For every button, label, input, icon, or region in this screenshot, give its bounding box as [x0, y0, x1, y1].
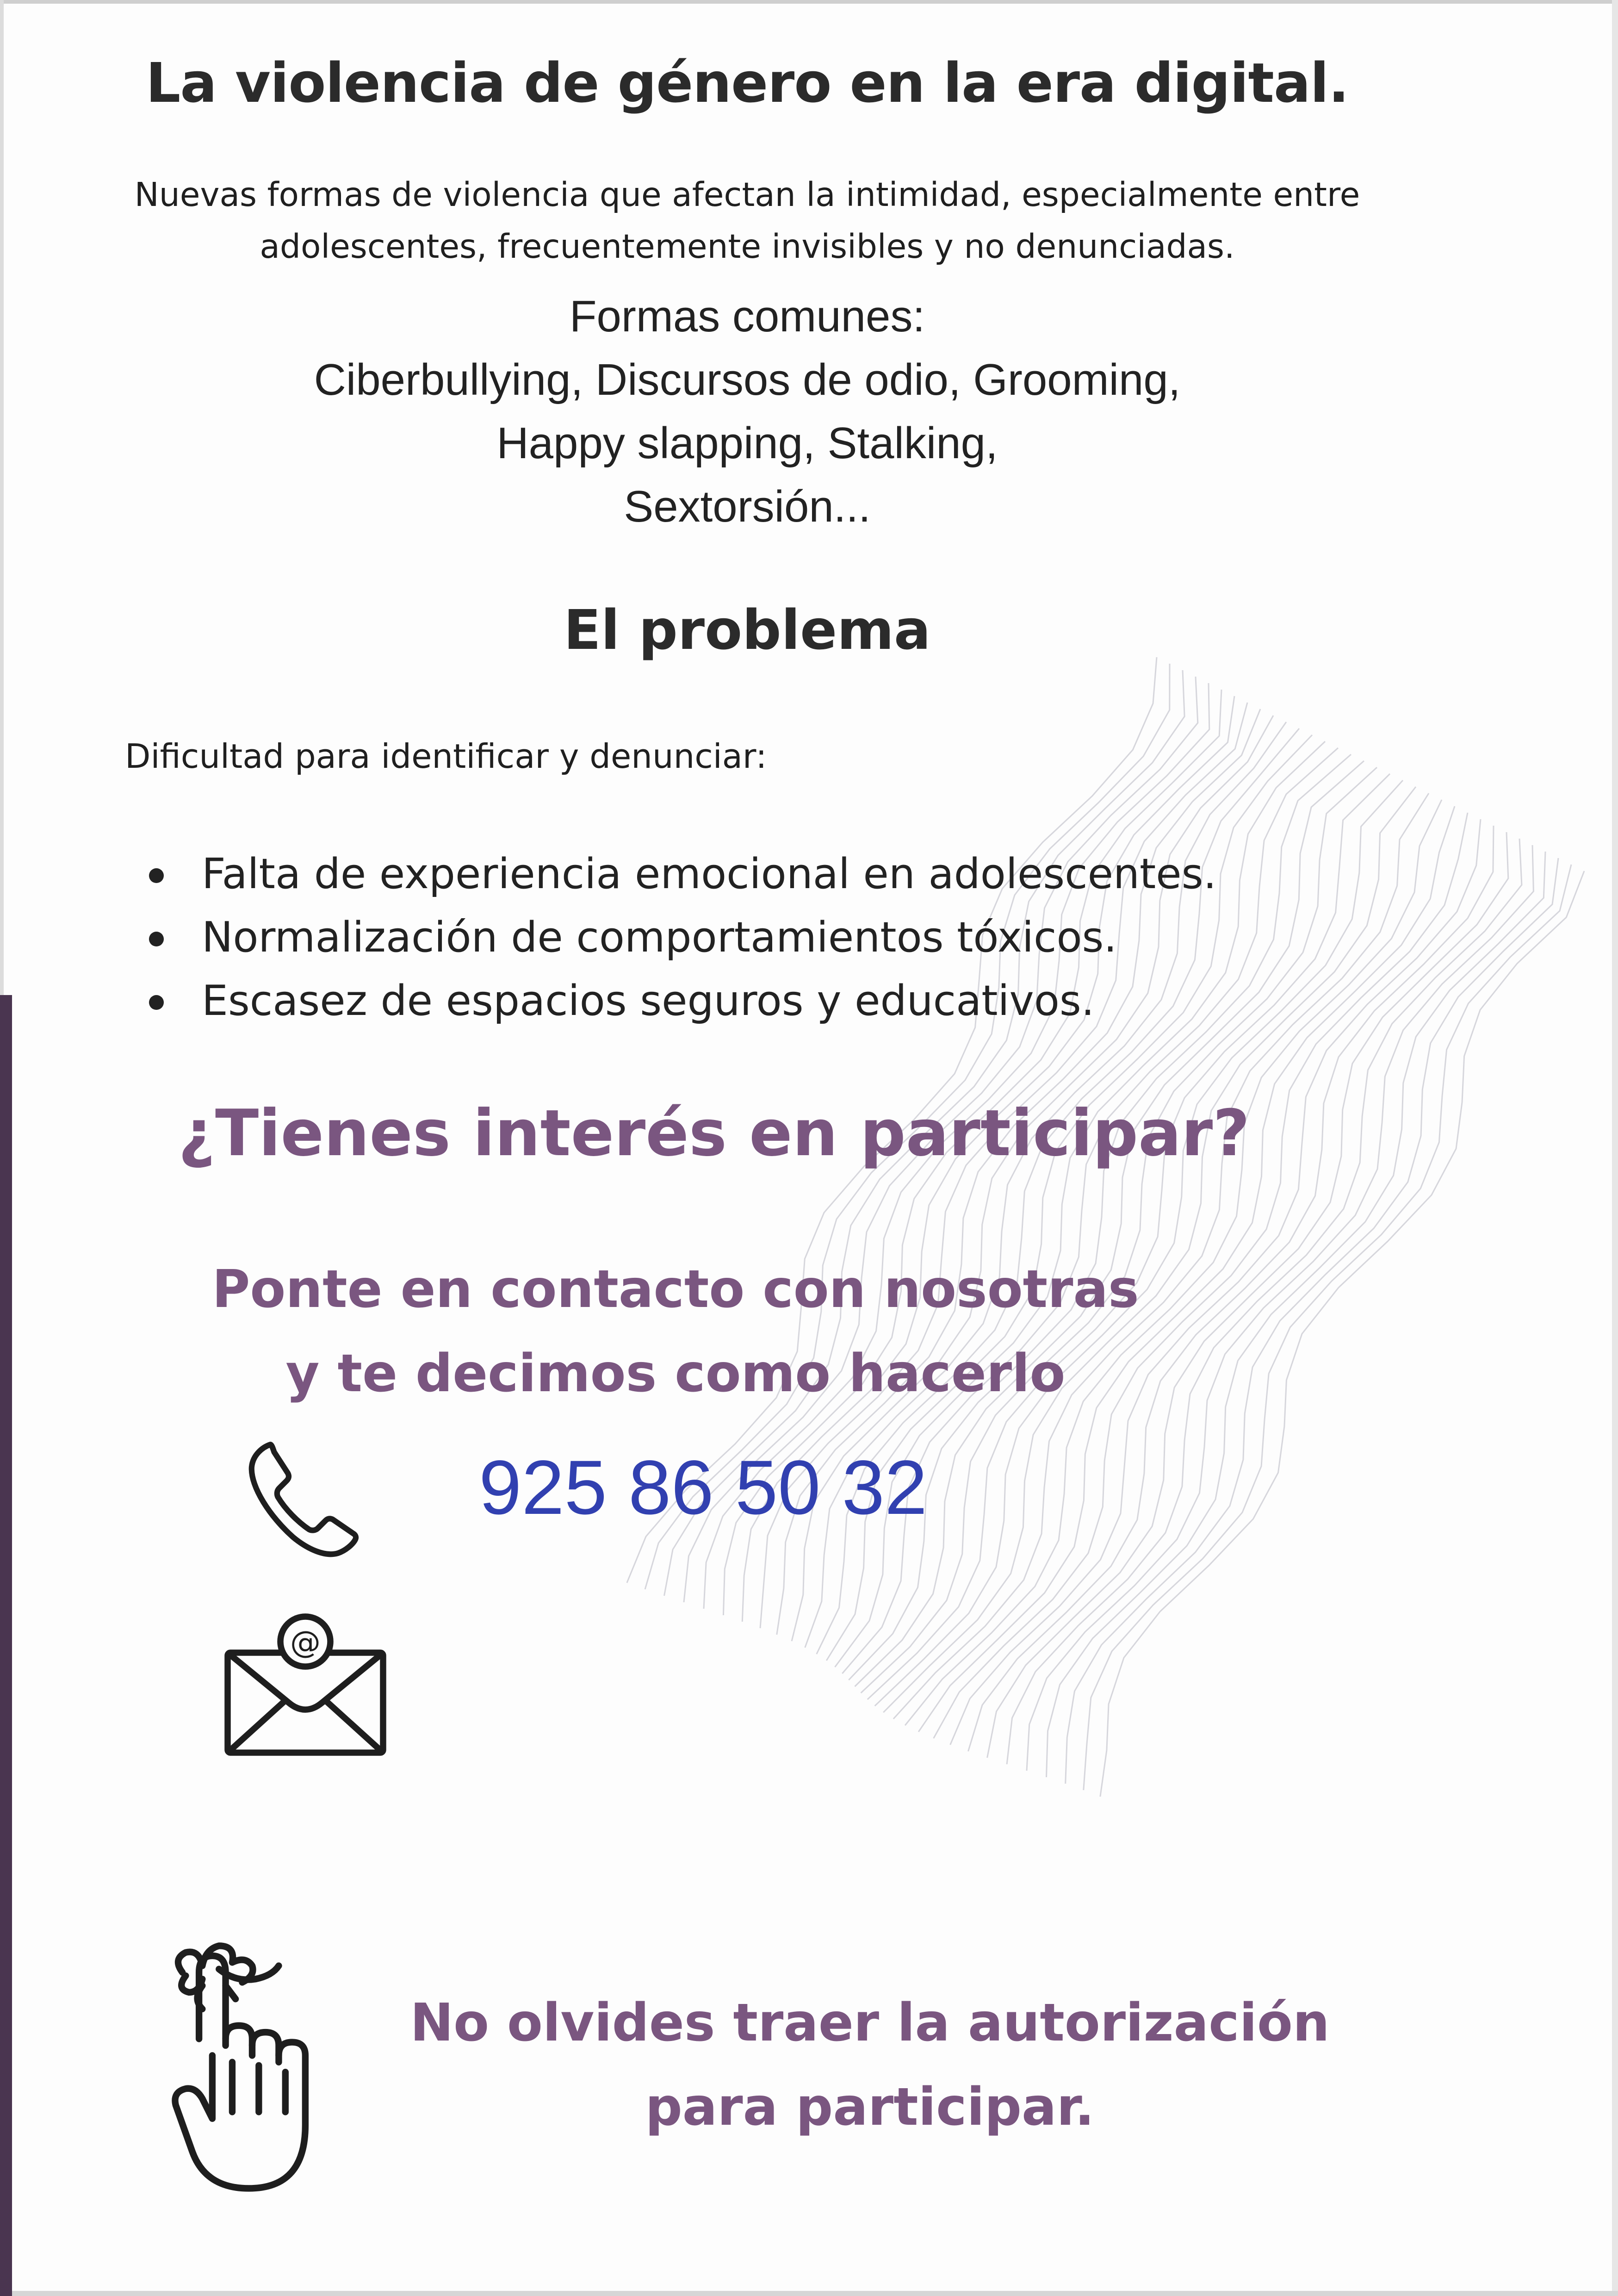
svg-text:@: @: [290, 1624, 321, 1660]
bullet-dot: [149, 932, 164, 946]
list-item-text: Falta de experiencia emocional en adolescentes.: [202, 850, 1217, 898]
difficulty-text: Dificultad para identificar y denunciar:: [125, 737, 767, 776]
participation-question: ¿Tienes interés en participar?: [178, 1096, 1250, 1170]
list-item: [143, 969, 1216, 1033]
common-forms: [0, 285, 1494, 538]
problem-list: [143, 842, 1216, 1033]
forms-line-1: Ciberbullying, Discursos de odio, Grooming,: [314, 355, 1181, 404]
forms-line-3: Sextorsión...: [624, 482, 871, 531]
bullet-dot: [149, 995, 164, 1010]
bullet-dot: [149, 868, 164, 883]
problem-heading: El problema: [564, 598, 931, 662]
forms-heading: Formas comunes:: [569, 292, 925, 341]
intro-line-2: adolescentes, frecuentemente invisibles y no denunciadas.: [260, 227, 1235, 266]
reminder-line-1: No olvides traer la autorización: [410, 1993, 1330, 2053]
intro-paragraph: [0, 169, 1494, 273]
phone-number[interactable]: 925 86 50 32: [479, 1445, 928, 1531]
contact-invitation: [0, 1247, 1351, 1416]
page-title: La violencia de género en la era digital.: [146, 51, 1349, 115]
list-item-text: Normalización de comportamientos tóxicos.: [202, 913, 1117, 962]
reminder-message: [393, 1981, 1346, 2149]
contact-line-1: Ponte en contacto con nosotras: [212, 1259, 1139, 1319]
reminder-finger-icon: [169, 1939, 335, 2198]
list-item-text: Escasez de espacios seguros y educativos.: [202, 977, 1095, 1025]
email-icon: [222, 1611, 389, 1759]
list-item: [143, 842, 1216, 906]
phone-icon: [243, 1437, 368, 1562]
list-item: [143, 906, 1216, 969]
contact-line-2: y te decimos como hacerlo: [285, 1344, 1066, 1404]
forms-line-2: Happy slapping, Stalking,: [496, 418, 998, 468]
intro-line-1: Nuevas formas de violencia que afectan la intimidad, especialmente entre: [134, 175, 1360, 214]
reminder-line-2: para participar.: [645, 2077, 1095, 2137]
